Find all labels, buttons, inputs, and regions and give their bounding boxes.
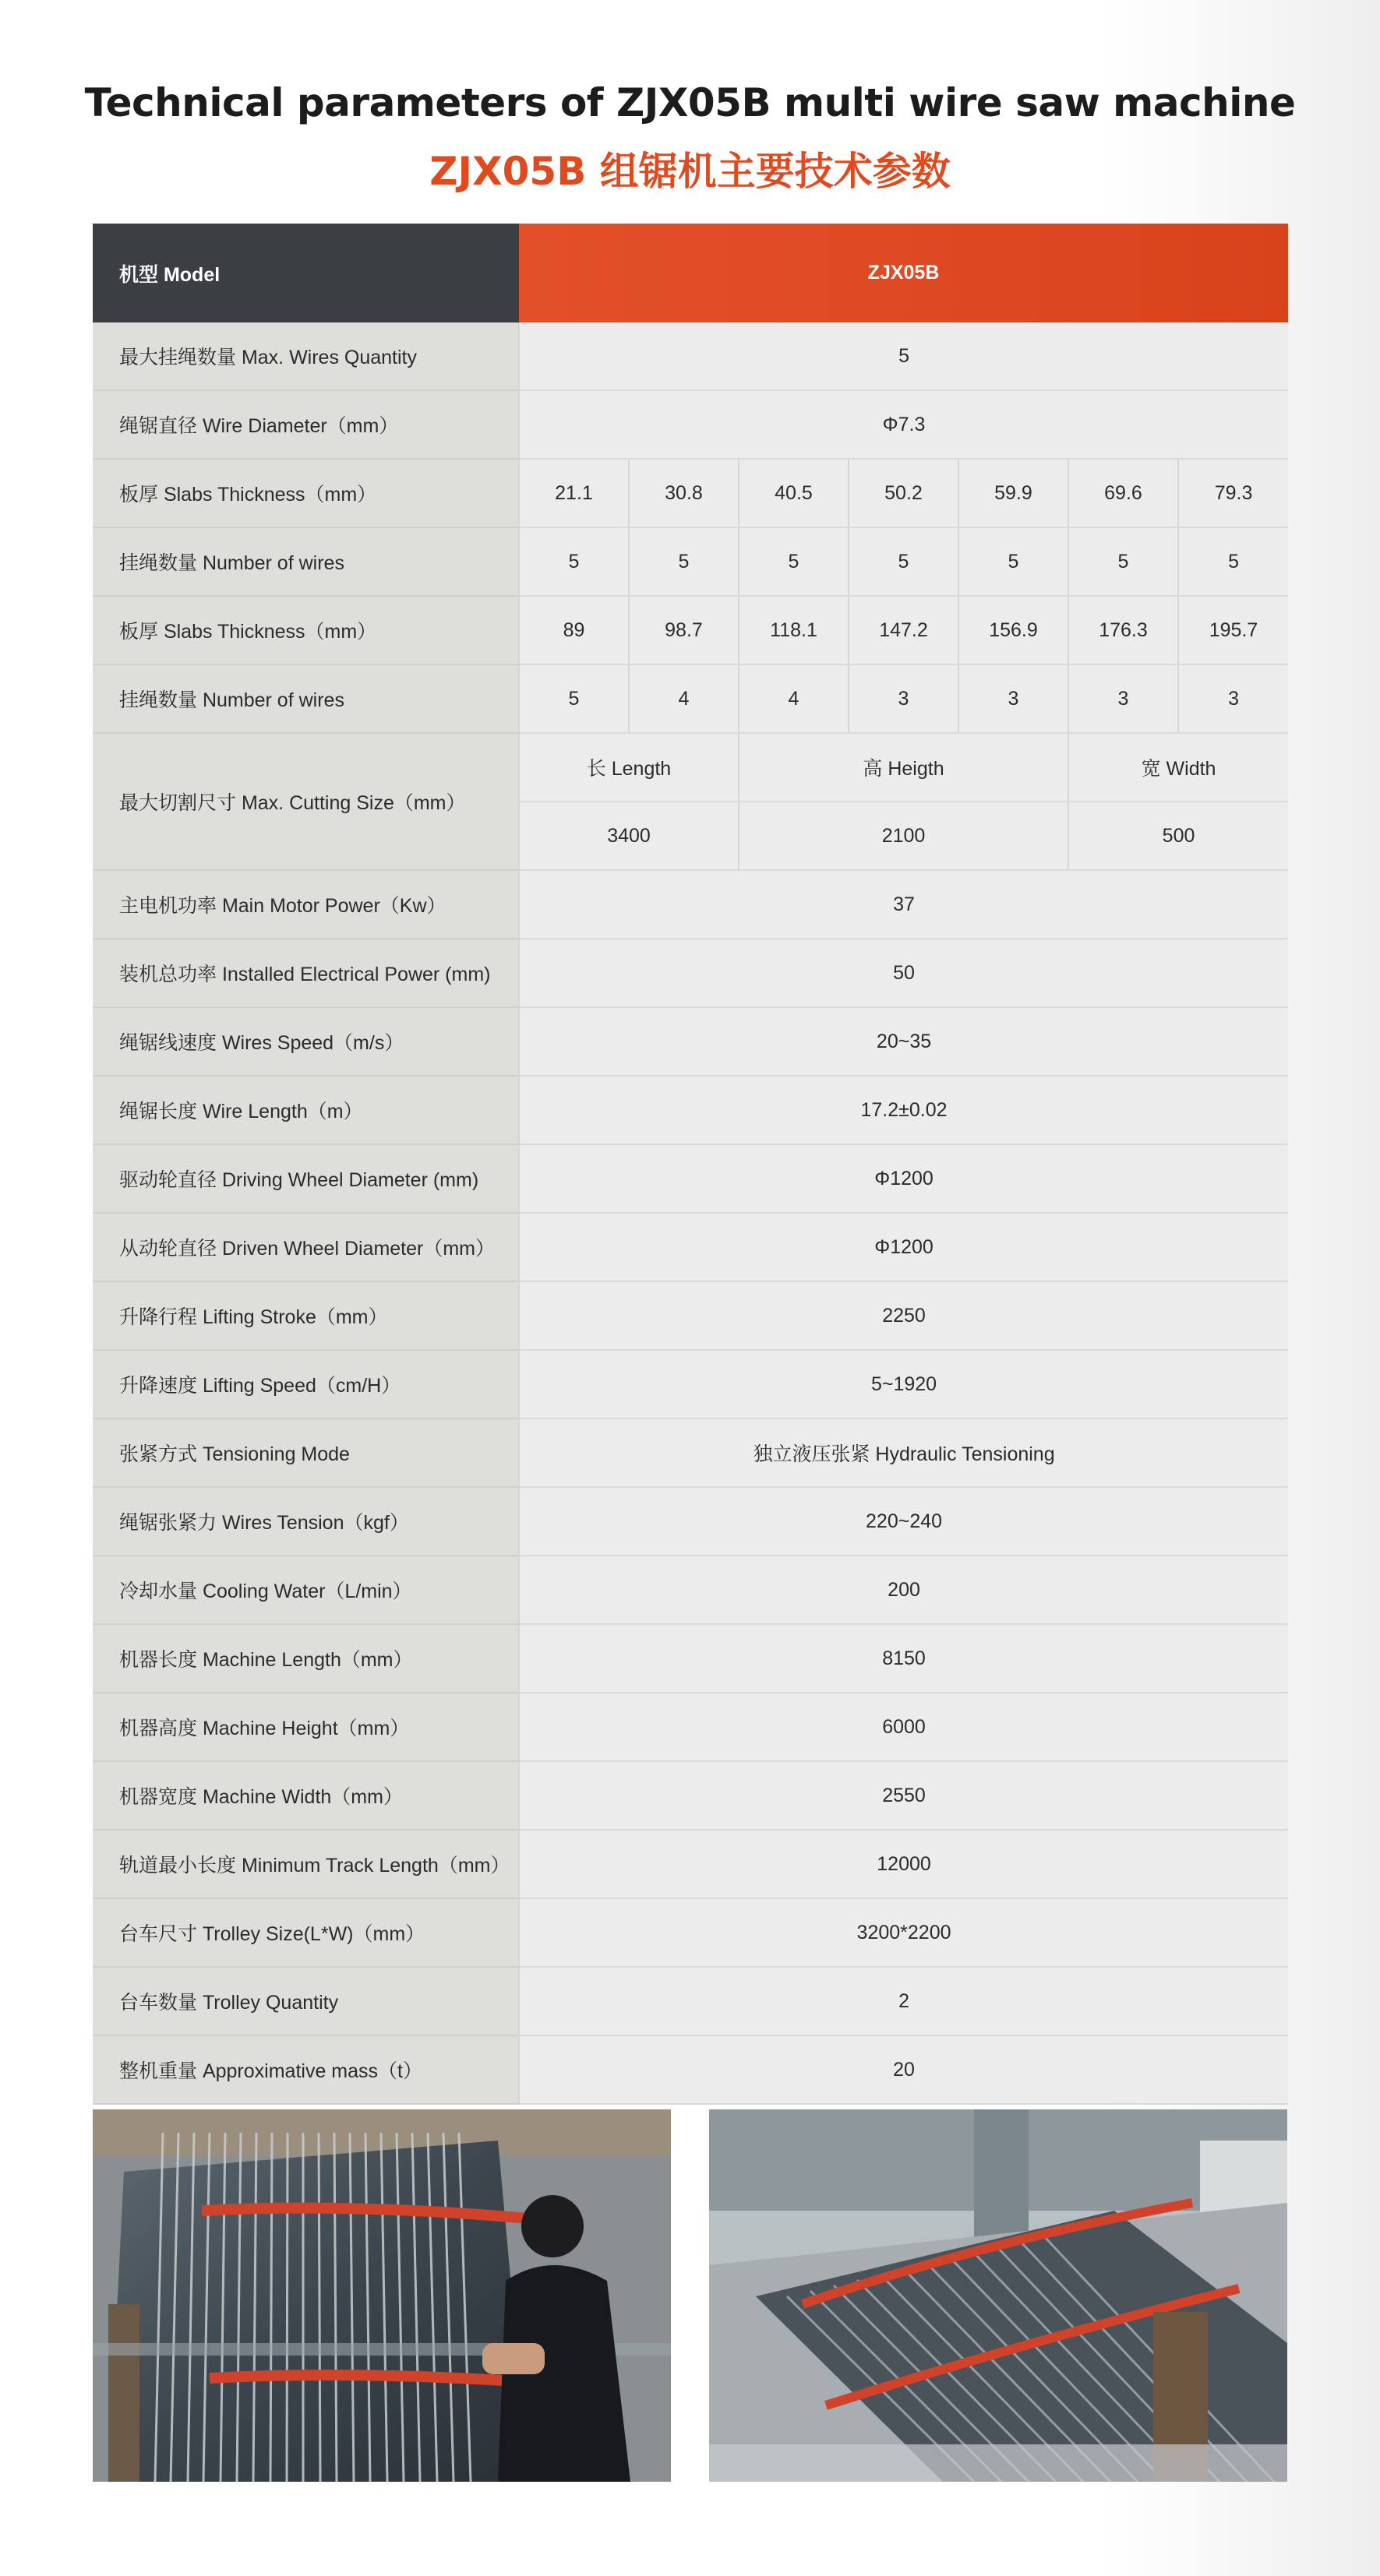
wires-cell: 5 — [958, 527, 1068, 596]
row-value: 50 — [519, 939, 1288, 1007]
wires-cell: 4 — [739, 664, 849, 733]
cutting-size-header: 长 Length — [519, 733, 739, 802]
thickness-cell: 69.6 — [1068, 459, 1178, 527]
row-label: 驱动轮直径 Driving Wheel Diameter (mm) — [93, 1144, 519, 1213]
row-label: 机器宽度 Machine Width（mm） — [93, 1761, 519, 1830]
wires-cell: 5 — [849, 527, 958, 596]
header-row — [93, 224, 1288, 322]
thickness-cell: 40.5 — [739, 459, 849, 527]
wire-saw-cutting-photo — [93, 2109, 671, 2482]
row-label: 升降速度 Lifting Speed（cm/H） — [93, 1350, 519, 1418]
table-row — [93, 1007, 1288, 1076]
row-value: Φ1200 — [519, 1213, 1288, 1281]
table-row — [93, 1761, 1288, 1830]
cutting-size-header: 宽 Width — [1068, 733, 1288, 802]
row-label: 机器长度 Machine Length（mm） — [93, 1624, 519, 1693]
row-label: 机器高度 Machine Height（mm） — [93, 1693, 519, 1761]
wires-cell: 3 — [849, 664, 958, 733]
wires-cell: 5 — [629, 527, 739, 596]
row-label: 从动轮直径 Driven Wheel Diameter（mm） — [93, 1213, 519, 1281]
row-label: 绳锯张紧力 Wires Tension（kgf） — [93, 1487, 519, 1556]
row-label: 挂绳数量 Number of wires — [93, 664, 519, 733]
row-value: 3200*2200 — [519, 1898, 1288, 1967]
cutting-size-header: 高 Heigth — [739, 733, 1068, 802]
thickness-cell: 156.9 — [958, 596, 1068, 664]
table-row — [93, 322, 1288, 390]
table-row — [93, 390, 1288, 459]
page-title-cn: ZJX05B 组锯机主要技术参数 — [429, 149, 951, 194]
row-label: 最大挂绳数量 Max. Wires Quantity — [93, 322, 519, 390]
row-label: 台车数量 Trolley Quantity — [93, 1967, 519, 2035]
wires-cell: 3 — [1068, 664, 1178, 733]
table-row — [93, 939, 1288, 1007]
thickness-cell: 195.7 — [1178, 596, 1288, 664]
row-value: 20 — [519, 2035, 1288, 2104]
thickness-cell: 98.7 — [629, 596, 739, 664]
row-label: 主电机功率 Main Motor Power（Kw） — [93, 870, 519, 939]
table-row — [93, 2035, 1288, 2104]
row-value: 6000 — [519, 1693, 1288, 1761]
table-row — [93, 1830, 1288, 1898]
model-label: 机型 Model — [93, 224, 519, 322]
row-value: Φ7.3 — [519, 390, 1288, 459]
row-label: 绳锯长度 Wire Length（m） — [93, 1076, 519, 1144]
row-value: 220~240 — [519, 1487, 1288, 1556]
thickness-cell: 30.8 — [629, 459, 739, 527]
cutting-size-value: 2100 — [739, 802, 1068, 870]
row-value: 37 — [519, 870, 1288, 939]
thickness-row — [93, 596, 1288, 664]
table-row — [93, 870, 1288, 939]
row-value: 2550 — [519, 1761, 1288, 1830]
wires-cell: 5 — [739, 527, 849, 596]
row-label: 板厚 Slabs Thickness（mm） — [93, 596, 519, 664]
wires-cell: 4 — [629, 664, 739, 733]
thickness-cell: 89 — [519, 596, 629, 664]
cutting-size-value: 500 — [1068, 802, 1288, 870]
table-row — [93, 1624, 1288, 1693]
row-label: 绳锯线速度 Wires Speed（m/s） — [93, 1007, 519, 1076]
thickness-cell: 21.1 — [519, 459, 629, 527]
spec-table — [93, 224, 1288, 2105]
wires-cell: 5 — [1068, 527, 1178, 596]
table-row — [93, 1418, 1288, 1487]
row-value: 5~1920 — [519, 1350, 1288, 1418]
thickness-cell: 50.2 — [849, 459, 958, 527]
model-value: ZJX05B — [519, 224, 1288, 322]
thickness-cell: 59.9 — [958, 459, 1068, 527]
table-row — [93, 1213, 1288, 1281]
page-title-en: Technical parameters of ZJX05B multi wire saw machine — [84, 80, 1296, 125]
row-label: 台车尺寸 Trolley Size(L*W)（mm） — [93, 1898, 519, 1967]
row-value: 12000 — [519, 1830, 1288, 1898]
row-label: 冷却水量 Cooling Water（L/min） — [93, 1556, 519, 1624]
thickness-row — [93, 459, 1288, 527]
row-label: 装机总功率 Installed Electrical Power (mm) — [93, 939, 519, 1007]
wires-cell: 5 — [519, 527, 629, 596]
cutting-size-value: 3400 — [519, 802, 739, 870]
table-row — [93, 1967, 1288, 2035]
table-row — [93, 1144, 1288, 1213]
thickness-cell: 79.3 — [1178, 459, 1288, 527]
row-value: 2 — [519, 1967, 1288, 2035]
row-value: 200 — [519, 1556, 1288, 1624]
row-value: 5 — [519, 322, 1288, 390]
row-value: 20~35 — [519, 1007, 1288, 1076]
row-label: 升降行程 Lifting Stroke（mm） — [93, 1281, 519, 1350]
table-row — [93, 1281, 1288, 1350]
row-label: 挂绳数量 Number of wires — [93, 527, 519, 596]
table-row — [93, 1693, 1288, 1761]
row-value: Φ1200 — [519, 1144, 1288, 1213]
row-label: 最大切割尺寸 Max. Cutting Size（mm） — [93, 733, 519, 870]
row-value: 17.2±0.02 — [519, 1076, 1288, 1144]
wires-row — [93, 664, 1288, 733]
table-row — [93, 1556, 1288, 1624]
row-value: 独立液压张紧 Hydraulic Tensioning — [519, 1418, 1288, 1487]
wires-row — [93, 527, 1288, 596]
table-row — [93, 1898, 1288, 1967]
row-value: 2250 — [519, 1281, 1288, 1350]
row-label: 张紧方式 Tensioning Mode — [93, 1418, 519, 1487]
wires-cell: 3 — [1178, 664, 1288, 733]
thickness-cell: 118.1 — [739, 596, 849, 664]
table-row — [93, 1076, 1288, 1144]
row-label: 轨道最小长度 Minimum Track Length（mm） — [93, 1830, 519, 1898]
row-label: 板厚 Slabs Thickness（mm） — [93, 459, 519, 527]
thickness-cell: 147.2 — [849, 596, 958, 664]
row-label: 整机重量 Approximative mass（t） — [93, 2035, 519, 2104]
row-label: 绳锯直径 Wire Diameter（mm） — [93, 390, 519, 459]
wires-cell: 5 — [1178, 527, 1288, 596]
table-row — [93, 1350, 1288, 1418]
cut-slabs-photo — [709, 2109, 1287, 2482]
table-row — [93, 1487, 1288, 1556]
wires-cell: 3 — [958, 664, 1068, 733]
cutting-size-header-row — [93, 733, 1288, 802]
thickness-cell: 176.3 — [1068, 596, 1178, 664]
wires-cell: 5 — [519, 664, 629, 733]
row-value: 8150 — [519, 1624, 1288, 1693]
